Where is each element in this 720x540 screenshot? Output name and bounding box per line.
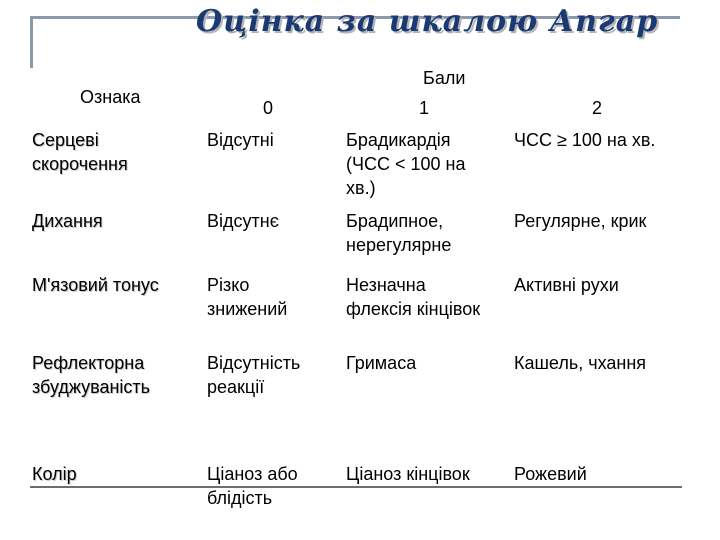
- row-sign-heart-rate: [32, 128, 128, 176]
- header-sign: Ознака: [80, 87, 141, 107]
- row-sign-breathing: [32, 209, 103, 233]
- sign-line: скорочення: [32, 154, 128, 174]
- table-bottom-line: [30, 486, 682, 488]
- row-breathing-score-2: [514, 209, 646, 233]
- cell-line: реакції: [207, 377, 265, 397]
- header-score-2: 2: [592, 98, 603, 118]
- row-heart-rate-score-0: [207, 128, 274, 152]
- sign-line: Дихання: [32, 211, 103, 231]
- cell-line: нерегулярне: [346, 235, 452, 255]
- row-breathing-score-0: [207, 209, 279, 233]
- sign-line: збуджуваність: [32, 377, 151, 397]
- sign-line: Серцеві: [32, 130, 99, 150]
- row-muscle-tone-score-1: [346, 273, 480, 321]
- row-muscle-tone-score-2: [514, 273, 619, 297]
- row-heart-rate-score-2: [514, 128, 655, 152]
- cell-line: Незначна: [346, 275, 426, 295]
- row-sign-color: [32, 462, 77, 486]
- cell-line: ЧСС ≥ 100 на хв.: [514, 130, 656, 150]
- cell-line: Гримаса: [346, 353, 417, 373]
- cell-line: знижений: [207, 299, 288, 319]
- frame-left-line: [30, 16, 33, 68]
- row-heart-rate-score-1: [346, 128, 466, 200]
- cell-line: Регулярне, крик: [514, 211, 647, 231]
- cell-line: Брадикардія: [346, 130, 451, 150]
- cell-line: Відсутнє: [207, 211, 279, 231]
- row-breathing-score-1: [346, 209, 451, 257]
- cell-line: Ціаноз кінцівок: [346, 464, 470, 484]
- cell-line: Брадипное,: [346, 211, 444, 231]
- cell-line: Рожевий: [514, 464, 587, 484]
- cell-line: Ціаноз або: [207, 464, 298, 484]
- cell-line: (ЧСС < 100 на: [346, 154, 466, 174]
- row-reflex-score-2: [514, 351, 646, 375]
- header-score-1: 1: [419, 98, 430, 118]
- sign-line: Колір: [32, 464, 77, 484]
- sign-line: Рефлекторна: [32, 353, 145, 373]
- row-reflex-score-0: [207, 351, 300, 399]
- row-muscle-tone-score-0: [207, 273, 287, 321]
- page-title: Оцінка за шкалою Апгар: [196, 4, 659, 39]
- header-score-0: 0: [263, 98, 274, 118]
- cell-line: Різко: [207, 275, 250, 295]
- cell-line: Відсутність: [207, 353, 301, 373]
- row-sign-reflex: [32, 351, 150, 399]
- sign-line: М'язовий тонус: [32, 275, 159, 295]
- cell-line: Активні рухи: [514, 275, 619, 295]
- row-color-score-2: [514, 462, 587, 486]
- row-sign-muscle-tone: [32, 273, 159, 297]
- cell-line: хв.): [346, 178, 376, 198]
- header-scores: Бали: [423, 68, 466, 88]
- cell-line: Кашель, чхання: [514, 353, 647, 373]
- cell-line: Відсутні: [207, 130, 274, 150]
- cell-line: блідість: [207, 488, 273, 508]
- row-color-score-1: [346, 462, 470, 486]
- row-reflex-score-1: [346, 351, 416, 375]
- cell-line: флексія кінцівок: [346, 299, 481, 319]
